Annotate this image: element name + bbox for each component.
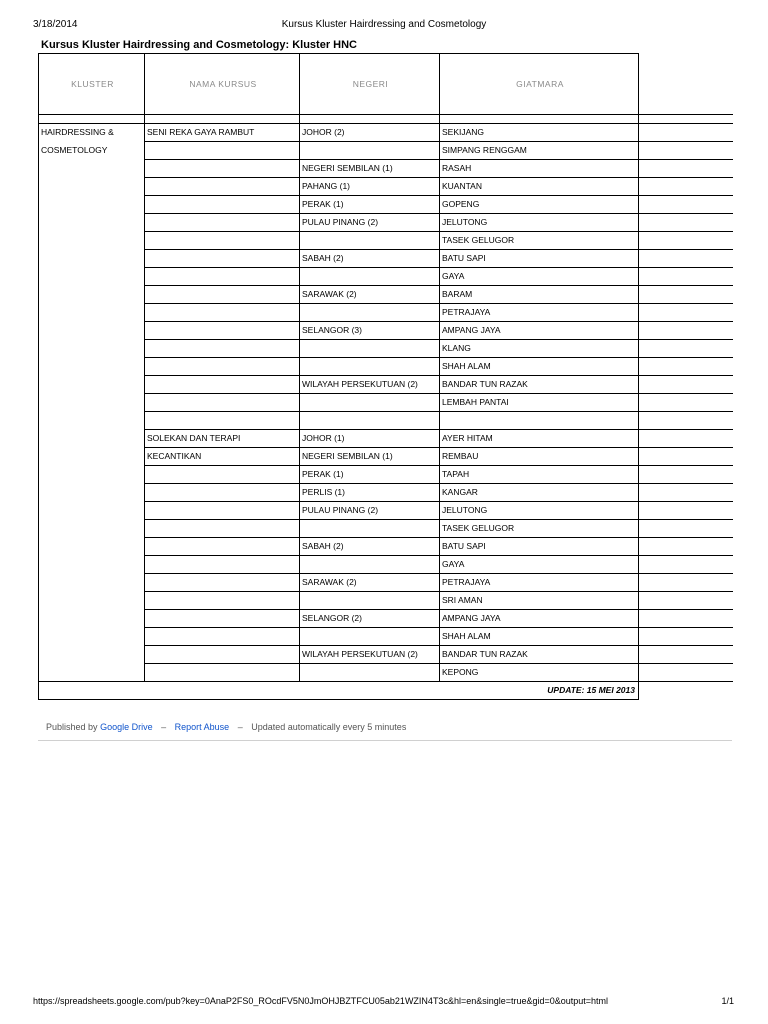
cell-nama-kursus (145, 322, 300, 340)
cell-negeri (300, 628, 440, 646)
cell-kluster (39, 592, 145, 610)
cell-nama-kursus (145, 286, 300, 304)
header-kluster: KLUSTER (39, 54, 145, 115)
cell-negeri: SABAH (2) (300, 250, 440, 268)
cell-kluster (39, 160, 145, 178)
cell-nama-kursus (145, 610, 300, 628)
cell-nama-kursus (145, 538, 300, 556)
cell-negeri: SARAWAK (2) (300, 574, 440, 592)
cell-nama-kursus (145, 556, 300, 574)
cell-negeri: SABAH (2) (300, 538, 440, 556)
cell-giatmara: KEPONG (440, 664, 639, 682)
cell-nama-kursus (145, 574, 300, 592)
cell-giatmara: KANGAR (440, 484, 639, 502)
table-body (39, 115, 733, 700)
cell-giatmara: TASEK GELUGOR (440, 520, 639, 538)
cell-giatmara (440, 412, 639, 430)
cell-kluster (39, 250, 145, 268)
cell-negeri (300, 358, 440, 376)
table-row (39, 232, 733, 250)
spacer-row (39, 115, 733, 124)
footer-divider (38, 740, 732, 741)
cell-extra (639, 124, 733, 142)
cell-kluster (39, 322, 145, 340)
cell-nama-kursus (145, 502, 300, 520)
cell-giatmara: AMPANG JAYA (440, 322, 639, 340)
table-row (39, 520, 733, 538)
cell-extra (639, 556, 733, 574)
cell-nama-kursus (145, 376, 300, 394)
cell-kluster (39, 394, 145, 412)
table-row (39, 250, 733, 268)
cell-extra (639, 268, 733, 286)
cell-negeri (300, 142, 440, 160)
table-row (39, 124, 733, 142)
cell-negeri: NEGERI SEMBILAN (1) (300, 160, 440, 178)
cell-negeri: PAHANG (1) (300, 178, 440, 196)
print-date: 3/18/2014 (33, 19, 78, 30)
header-row (39, 54, 733, 115)
cell-negeri: NEGERI SEMBILAN (1) (300, 448, 440, 466)
cell-negeri: PERAK (1) (300, 196, 440, 214)
cell-extra (639, 646, 733, 664)
cell-kluster (39, 232, 145, 250)
separator: – (161, 722, 167, 732)
cell-nama-kursus (145, 466, 300, 484)
cell-giatmara: GOPENG (440, 196, 639, 214)
cell-nama-kursus (145, 160, 300, 178)
table-row (39, 538, 733, 556)
table-row (39, 178, 733, 196)
cell-nama-kursus (145, 664, 300, 682)
cell-giatmara: SRI AMAN (440, 592, 639, 610)
cell-negeri: SARAWAK (2) (300, 286, 440, 304)
cell-negeri: WILAYAH PERSEKUTUAN (2) (300, 646, 440, 664)
cell-kluster (39, 520, 145, 538)
cell-nama-kursus (145, 592, 300, 610)
cell-kluster: COSMETOLOGY (39, 142, 145, 160)
page-title: Kursus Kluster Hairdressing and Cosmetology: Kluster HNC (41, 39, 358, 51)
cell-kluster (39, 214, 145, 232)
cell-giatmara: BATU SAPI (440, 250, 639, 268)
cell-extra (639, 574, 733, 592)
table-row (39, 268, 733, 286)
cell-extra (639, 682, 733, 700)
cell-negeri (300, 412, 440, 430)
cell-giatmara: AMPANG JAYA (440, 610, 639, 628)
cell-kluster (39, 448, 145, 466)
cell-kluster (39, 412, 145, 430)
cell-negeri: PERLIS (1) (300, 484, 440, 502)
table-row (39, 160, 733, 178)
cell-extra (639, 322, 733, 340)
header-negeri: NEGERI (300, 54, 440, 115)
cell-extra (639, 286, 733, 304)
cell-nama-kursus (145, 304, 300, 322)
cell-kluster (39, 268, 145, 286)
table-row (39, 394, 733, 412)
cell-extra (639, 466, 733, 484)
cell-nama-kursus: KECANTIKAN (145, 448, 300, 466)
cell-kluster (39, 502, 145, 520)
table-row (39, 430, 733, 448)
page-url: https://spreadsheets.google.com/pub?key=0AnaP2FS0_ROcdFV5N0JmOHJBZTFCU05ab21WZIN4T3c&hl=en&single=true&gid=0&output=html (33, 996, 609, 1006)
cell-negeri: SELANGOR (2) (300, 610, 440, 628)
cell-giatmara: SHAH ALAM (440, 358, 639, 376)
cell-nama-kursus (145, 394, 300, 412)
cell-kluster (39, 196, 145, 214)
cell-negeri: PULAU PINANG (2) (300, 214, 440, 232)
cell-extra (639, 232, 733, 250)
cell-giatmara: KLANG (440, 340, 639, 358)
cell-extra (639, 484, 733, 502)
published-bar (46, 722, 406, 732)
cell-kluster (39, 538, 145, 556)
cell-extra (639, 538, 733, 556)
cell-kluster (39, 178, 145, 196)
course-table (38, 53, 733, 700)
cell-negeri (300, 268, 440, 286)
cell-nama-kursus (145, 214, 300, 232)
update-note: UPDATE: 15 MEI 2013 (39, 682, 639, 700)
table-row (39, 646, 733, 664)
cell-kluster (39, 340, 145, 358)
cell-nama-kursus (145, 268, 300, 286)
cell-nama-kursus (145, 646, 300, 664)
table-row (39, 322, 733, 340)
cell-negeri: SELANGOR (3) (300, 322, 440, 340)
cell-extra (639, 412, 733, 430)
cell-kluster (39, 466, 145, 484)
cell-negeri (300, 232, 440, 250)
cell-negeri: JOHOR (1) (300, 430, 440, 448)
cell-extra (639, 196, 733, 214)
cell-nama-kursus (145, 628, 300, 646)
table-row (39, 448, 733, 466)
cell-extra (639, 160, 733, 178)
cell-negeri (300, 520, 440, 538)
cell-nama-kursus (145, 250, 300, 268)
table-row (39, 574, 733, 592)
cell-kluster (39, 484, 145, 502)
table-row (39, 196, 733, 214)
cell-negeri (300, 304, 440, 322)
table-row (39, 664, 733, 682)
cell-giatmara: GAYA (440, 268, 639, 286)
cell-giatmara: KUANTAN (440, 178, 639, 196)
cell-nama-kursus (145, 196, 300, 214)
cell-negeri: PULAU PINANG (2) (300, 502, 440, 520)
cell-negeri (300, 592, 440, 610)
cell-giatmara: JELUTONG (440, 214, 639, 232)
cell-nama-kursus (145, 178, 300, 196)
cell-extra (639, 448, 733, 466)
cell-kluster (39, 358, 145, 376)
cell-kluster (39, 304, 145, 322)
cell-giatmara: LEMBAH PANTAI (440, 394, 639, 412)
cell-nama-kursus: SOLEKAN DAN TERAPI (145, 430, 300, 448)
cell-kluster (39, 430, 145, 448)
header-nama-kursus: NAMA KURSUS (145, 54, 300, 115)
report-abuse-link[interactable]: Report Abuse (174, 722, 230, 732)
cell-giatmara: BANDAR TUN RAZAK (440, 376, 639, 394)
table-row (39, 358, 733, 376)
cell-kluster (39, 628, 145, 646)
cell-negeri (300, 664, 440, 682)
cell-giatmara: JELUTONG (440, 502, 639, 520)
cell-extra (639, 628, 733, 646)
cell-giatmara: AYER HITAM (440, 430, 639, 448)
print-header-title: Kursus Kluster Hairdressing and Cosmetology (281, 19, 487, 30)
cell-kluster (39, 574, 145, 592)
cell-giatmara: GAYA (440, 556, 639, 574)
table-row (39, 376, 733, 394)
cell-negeri: PERAK (1) (300, 466, 440, 484)
published-by-label: Published by (46, 722, 98, 732)
cell-extra (639, 592, 733, 610)
cell-negeri (300, 340, 440, 358)
table-row (39, 610, 733, 628)
cell-kluster (39, 286, 145, 304)
cell-giatmara: SHAH ALAM (440, 628, 639, 646)
cell-giatmara: SIMPANG RENGGAM (440, 142, 639, 160)
cell-extra (639, 304, 733, 322)
cell-giatmara: BATU SAPI (440, 538, 639, 556)
cell-extra (639, 178, 733, 196)
cell-kluster (39, 610, 145, 628)
cell-giatmara: SEKIJANG (440, 124, 639, 142)
cell-giatmara: BARAM (440, 286, 639, 304)
cell-extra (639, 214, 733, 232)
cell-extra (639, 664, 733, 682)
cell-giatmara: RASAH (440, 160, 639, 178)
cell-extra (639, 430, 733, 448)
update-row (39, 682, 733, 700)
cell-extra (639, 502, 733, 520)
table-row (39, 304, 733, 322)
table-row (39, 286, 733, 304)
cell-nama-kursus (145, 358, 300, 376)
table-row (39, 592, 733, 610)
cell-extra (639, 142, 733, 160)
table-row (39, 502, 733, 520)
cell-extra (639, 340, 733, 358)
table-row (39, 466, 733, 484)
google-drive-link[interactable]: Google Drive (100, 722, 153, 732)
cell-nama-kursus (145, 232, 300, 250)
cell-giatmara: REMBAU (440, 448, 639, 466)
cell-kluster: HAIRDRESSING & (39, 124, 145, 142)
cell-nama-kursus (145, 484, 300, 502)
cell-nama-kursus: SENI REKA GAYA RAMBUT (145, 124, 300, 142)
cell-giatmara: PETRAJAYA (440, 574, 639, 592)
cell-negeri (300, 556, 440, 574)
table-row (39, 412, 733, 430)
cell-extra (639, 610, 733, 628)
cell-negeri (300, 394, 440, 412)
table-row (39, 142, 733, 160)
cell-kluster (39, 664, 145, 682)
cell-negeri: JOHOR (2) (300, 124, 440, 142)
cell-giatmara: BANDAR TUN RAZAK (440, 646, 639, 664)
cell-nama-kursus (145, 412, 300, 430)
cell-extra (639, 394, 733, 412)
cell-extra (639, 250, 733, 268)
table-row (39, 556, 733, 574)
cell-giatmara: PETRAJAYA (440, 304, 639, 322)
cell-nama-kursus (145, 520, 300, 538)
cell-extra (639, 520, 733, 538)
table-row (39, 484, 733, 502)
cell-kluster (39, 556, 145, 574)
table-row (39, 628, 733, 646)
cell-giatmara: TASEK GELUGOR (440, 232, 639, 250)
header-extra (639, 54, 733, 115)
cell-negeri: WILAYAH PERSEKUTUAN (2) (300, 376, 440, 394)
page-number: 1/1 (721, 996, 734, 1006)
table-row (39, 340, 733, 358)
separator: – (237, 722, 243, 732)
cell-nama-kursus (145, 340, 300, 358)
header-giatmara: GIATMARA (440, 54, 639, 115)
cell-nama-kursus (145, 142, 300, 160)
auto-update-note: Updated automatically every 5 minutes (251, 722, 407, 732)
cell-giatmara: TAPAH (440, 466, 639, 484)
cell-kluster (39, 646, 145, 664)
cell-kluster (39, 376, 145, 394)
cell-extra (639, 376, 733, 394)
cell-extra (639, 358, 733, 376)
table-row (39, 214, 733, 232)
